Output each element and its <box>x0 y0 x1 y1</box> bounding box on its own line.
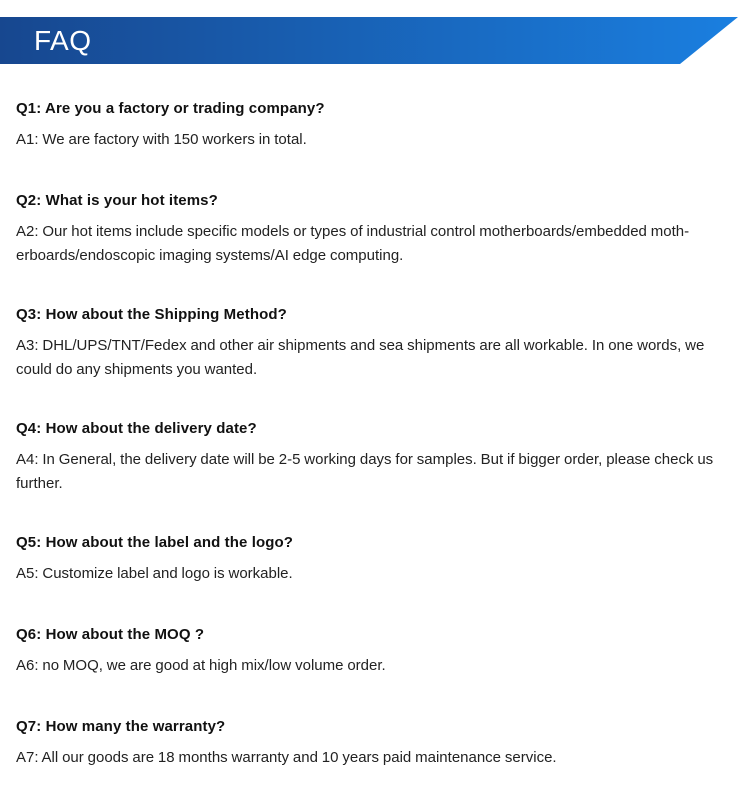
faq-item-4 <box>16 418 738 496</box>
faq-item-5 <box>16 532 738 586</box>
faq-question: Q3: How about the Shipping Method? <box>16 306 287 323</box>
faq-item-1 <box>16 98 738 152</box>
faq-list <box>16 98 738 808</box>
faq-answer: A6: no MOQ, we are good at high mix/low volume order. <box>16 657 386 674</box>
faq-answer: A5: Customize label and logo is workable. <box>16 565 293 582</box>
faq-item-2 <box>16 190 738 268</box>
faq-question: Q5: How about the label and the logo? <box>16 534 294 551</box>
faq-answer: A1: We are factory with 150 workers in total. <box>16 131 307 148</box>
faq-question: Q2: What is your hot items? <box>16 192 218 209</box>
faq-question: Q4: How about the delivery date? <box>16 420 257 437</box>
banner-background <box>0 17 750 64</box>
faq-item-6 <box>16 624 738 678</box>
faq-question: Q7: How many the warranty? <box>16 718 226 735</box>
page-title: FAQ <box>34 25 92 56</box>
faq-question: Q6: How about the MOQ ? <box>16 626 205 643</box>
faq-answer: A4: In General, the delivery date will be 2-5 working days for samples. But if bigger order, please check us further. <box>16 451 714 492</box>
faq-question: Q1: Are you a factory or trading company? <box>16 100 325 117</box>
faq-answer: A7: All our goods are 18 months warranty and 10 years paid maintenance service. <box>16 749 557 766</box>
faq-item-7 <box>16 716 738 770</box>
faq-answer: A2: Our hot items include specific models or types of industrial control motherboards/embedded moth-erboards/endoscopic imaging systems/AI edge computing. <box>16 223 690 264</box>
faq-banner <box>0 17 750 64</box>
faq-answer: A3: DHL/UPS/TNT/Fedex and other air shipments and sea shipments are all workable. In one words, we could do any shipments you wanted. <box>16 337 705 378</box>
faq-item-3 <box>16 304 738 382</box>
